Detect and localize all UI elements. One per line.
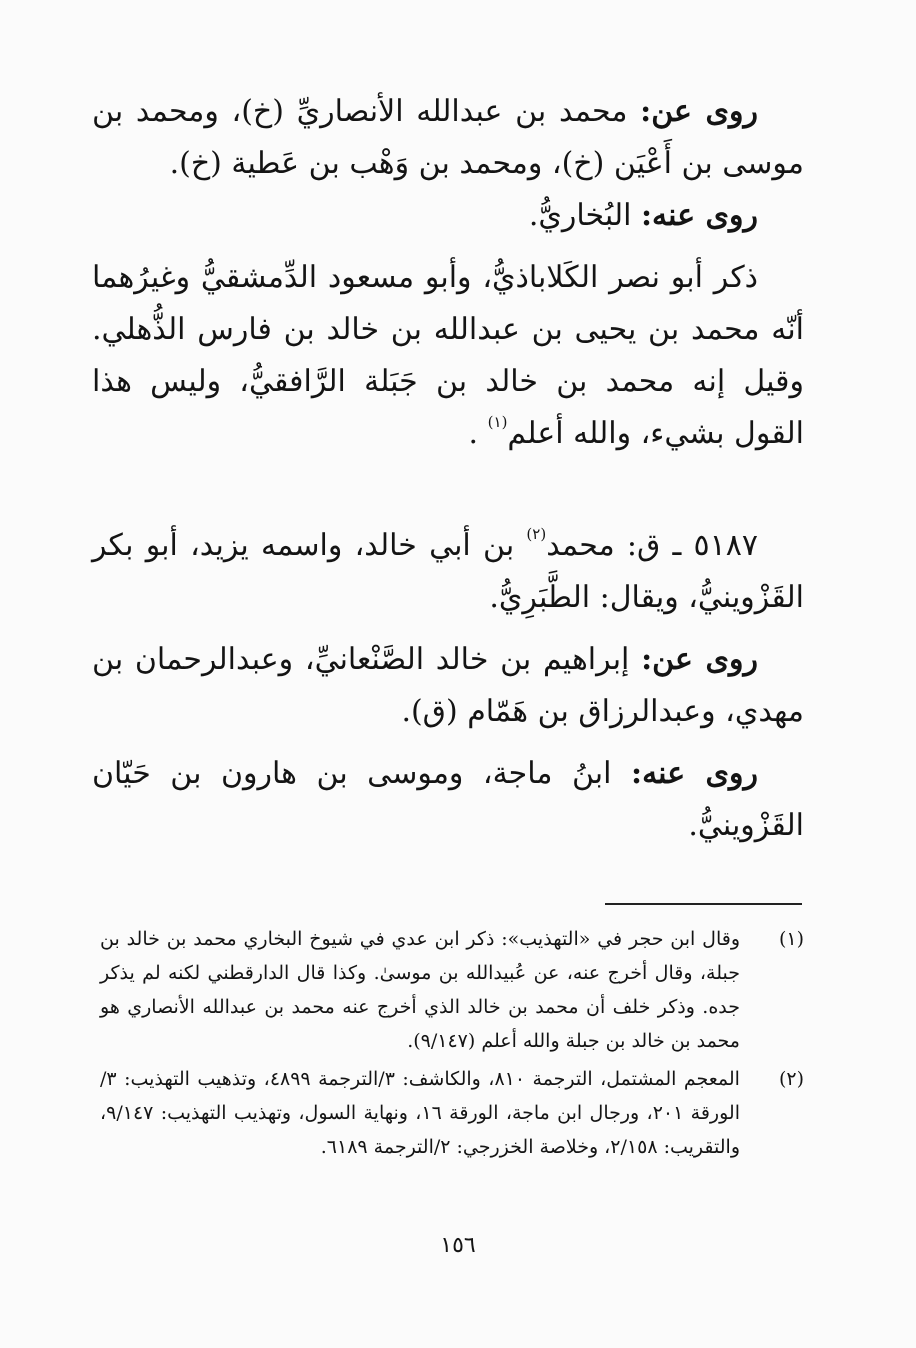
- entry-text-narrated-from: إبراهيم بن خالد الصَّنْعانيِّ، وعبدالرحمان بن مهدي، وعبدالرزاق بن هَمّام (ق).: [92, 642, 804, 729]
- paragraph-narrated-by: [92, 190, 804, 242]
- label-narrated-by: روى عنه:: [640, 198, 758, 233]
- entry-label-narrated-by: روى عنه:: [631, 756, 758, 791]
- footnote-2: [100, 1062, 804, 1164]
- main-text: [92, 86, 804, 852]
- footnote-number: (١): [778, 928, 804, 950]
- footnote-ref-2: (٢): [526, 525, 547, 543]
- text-narrated-from: محمد بن عبدالله الأنصاريِّ (خ)، ومحمد بن موسى بن أَعْيَن (خ)، ومحمد بن وَهْب بن عَطية (خ).: [92, 94, 804, 181]
- text-commentary-end: .: [468, 416, 479, 451]
- footnote-separator: [605, 903, 802, 905]
- entry-heading: [92, 520, 804, 624]
- text-narrated-by: البُخاريُّ.: [528, 198, 632, 233]
- footnotes: [100, 922, 804, 1164]
- entry-narrated-from: [92, 634, 804, 738]
- footnote-1: [100, 922, 804, 1058]
- footnote-ref-1: (١): [487, 413, 508, 431]
- entry-label-narrated-from: روى عن:: [641, 642, 758, 677]
- text-commentary: ذكر أبو نصر الكَلاباذيُّ، وأبو مسعود الدِّمشقيُّ وغيرُهما أنّه محمد بن يحيى بن عبدالله بن خالد بن فارس الذُّهلي. وقيل إنه محمد بن خالد بن جَبَلة الرَّافقيُّ، وليس هذا القول بشيء، والله أعلم: [92, 260, 804, 451]
- paragraph-narrated-from: [92, 86, 804, 190]
- footnote-text: وقال ابن حجر في «التهذيب»: ذكر ابن عدي في شيوخ البخاري محمد بن خالد بن جبلة، وقال أخرج عنه، عن عُبيدالله بن موسىٰ. وكذا قال الدارقطني لكنه لم يذكر جده. وذكر خلف أن محمد بن خالد الذي أخرج عنه محمد بن عبدالله الأنصاري هو محمد بن خالد بن جبلة والله أعلم (٩/١٤٧).: [100, 928, 740, 1052]
- page-number: ١٥٦: [440, 1233, 476, 1258]
- entry-text-narrated-by: ابنُ ماجة، وموسى بن هارون بن حَيّان القَزْوينيُّ.: [92, 756, 804, 843]
- entry-heading-rest: بن أبي خالد، واسمه يزيد، أبو بكر القَزْوينيُّ، ويقال: الطَّبَرِيُّ.: [92, 528, 804, 615]
- entry-narrated-by: [92, 748, 804, 852]
- entry-heading-start: ٥١٨٧ ـ ق: محمد: [546, 528, 758, 563]
- footnote-number: (٢): [778, 1068, 804, 1090]
- footnote-text: المعجم المشتمل، الترجمة ٨١٠، والكاشف: ٣/الترجمة ٤٨٩٩، وتذهيب التهذيب: ٣/الورقة ٢٠١، ورجال ابن ماجة، الورقة ١٦، ونهاية السول، وتهذيب التهذيب: ٩/١٤٧، والتقريب: ٢/١٥٨، وخلاصة الخزرجي: ٢/الترجمة ٦١٨٩.: [100, 1068, 740, 1158]
- label-narrated-from: روى عن:: [640, 94, 758, 129]
- paragraph-commentary: [92, 252, 804, 460]
